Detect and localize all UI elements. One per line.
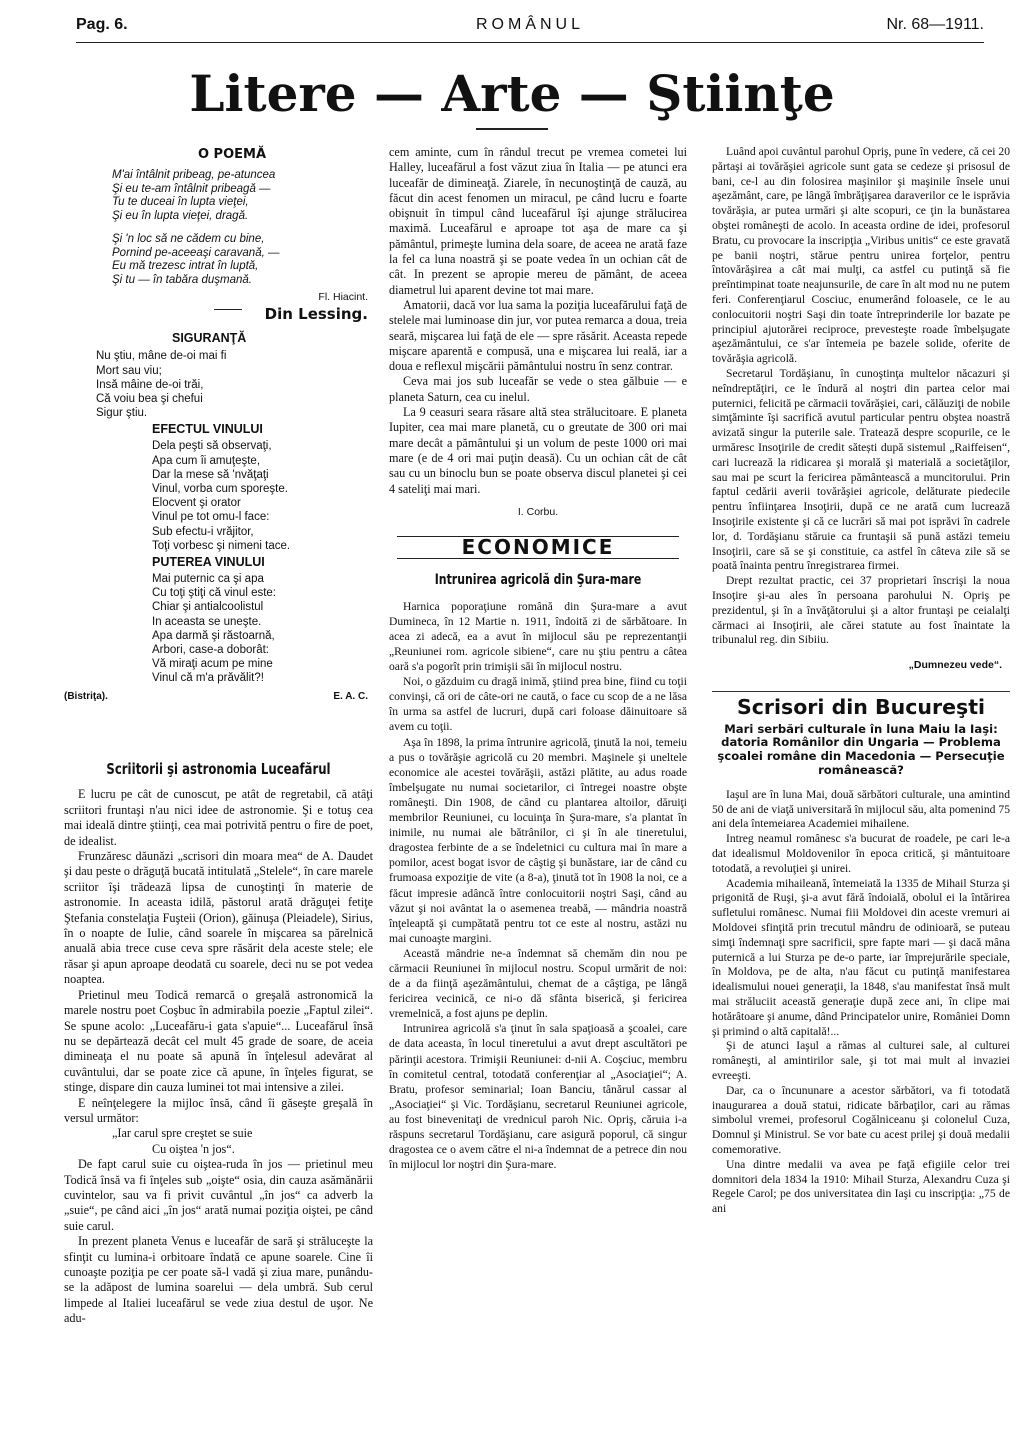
- article-subtitle: Mari serbări culturale în luna Maiu la Iaşi: datoria Românilor din Ungaria — Problema şcoalei române din Macedonia — Persecuţie românească?: [717, 721, 1005, 778]
- newspaper-title: ROMÂNUL: [475, 16, 584, 33]
- poem-line: Tu te duceai în lupta vieţei,: [112, 196, 249, 209]
- poem-title: SIGURANŢĂ: [172, 330, 247, 345]
- poem-line: Şi 'n loc să ne cădem cu bine,: [112, 233, 265, 246]
- poem-line: Vinul, vorba cum sporeşte.: [152, 483, 288, 495]
- article-paragraph: cem aminte, cum în rândul trecut pe vremea cometei lui Halley, luceafărul a fost văzut ziua în Italia — pe atunci era luceafăr de dimineaţă. Ziarele, în necunoştinţă de cauză, au făcut din acest fenomen un miracul, pe când lucru e foarte obişnuit în timpul când luceafărul îşi ajunge strălucirea maximă. Luceafărul e aproape tot aşa de mare ca şi pământul, primeşte lumina dela soare, de aceea ne arată faze la fel ca luna noastră şi se poate vedea în un ochian cât de cât. In prezent se apropie mereu de pământ, de aceea diametrul lui aparent devine tot mai mare.: [389, 145, 687, 297]
- poem-author: Fl. Hiacint.: [318, 290, 368, 303]
- poem-line: Apa darmă şi răstoarnă,: [152, 629, 275, 642]
- article-paragraph: Această mândrie ne-a îndemnat să chemăm din nou pe cărmacii Reuniunei în mijlocul nostru. Scopul urmărit de noi: de a da fiinţă aşezământului, chemat de a câştiga, pe lângă fericirea vecinică, ce ni-o dă sfânta biserică, şi fericirea vremelnică, a fost ajuns pe deplin.: [389, 946, 687, 1021]
- article-paragraph: Una dintre medalii va avea pe faţă efigiile celor trei domnitori dela 1834 la 1910: Mihail Sturza, Alexandru Cuza şi Regele Carol; pe dos universitatea din Iaşi cu inscripţia: „75 de ani: [712, 1157, 1010, 1216]
- poem-line: Nu ştiu, mâne de-oi mai fi: [96, 350, 227, 363]
- page-header: [76, 16, 984, 40]
- poem-line: Arbori, case-a doborât:: [152, 643, 269, 656]
- poem-line: Că voiu bea şi chefui: [96, 393, 203, 406]
- poem-line: Insă mâine de-oi trăi,: [96, 378, 204, 391]
- column-three: [389, 145, 687, 1172]
- poem-line: M'ai întâlnit pribeag, pe-atuncea: [112, 168, 276, 181]
- poem-place: (Bistriţa).: [64, 690, 108, 702]
- article-paragraph: Intreg neamul românesc s'a bucurat de roadele, pe cari le-a dat idealismul Moldovenilor în epoca critică, şi mântuitoare totodată, a revoluţiei şi unirei.: [712, 832, 1010, 875]
- article-paragraph: Şi de atunci Iaşul a rămas al culturei sale, al culturei româneşti, al amintirilor sale, şi tot mai mult al invaziei evreeşti.: [712, 1039, 1010, 1083]
- quoted-verse: Cu oiştea 'n jos“.: [152, 1141, 235, 1156]
- masthead-ornament: [476, 128, 548, 130]
- poem-line: Dela peşti să observaţi,: [152, 440, 272, 453]
- article-paragraph: La 9 ceasuri seara răsare altă stea strălucitoare. E planeta Iupiter, cea mai mare planetă, cu o greutate de 300 ori mai mare decât a pământului şi un volum de peste 1000 ori mai mare (e de 4 ori mai puţin deasă). Cu un ochian cât de cât sau cu un binoclu bun se poate observa discul planetei şi cei 4 sateliţi mai mari.: [389, 405, 687, 496]
- poem-line: Eu mă trezesc intrat în luptă,: [112, 260, 259, 273]
- article-paragraph: Drept rezultat practic, cei 37 proprietari înscrişi la noua Insoţire şi-au ales în persoana parohului N. Opriş pe prezidentul, şi în a învăţătorului şi a altor fruntaşi pe ceialalţi cărmaci ai Insoţirii, ale cărei statute au fost înaintate la tribunalul reg. din Sibiiu.: [712, 574, 1010, 647]
- poem-title: PUTEREA VINULUI: [152, 555, 265, 570]
- article-paragraph: E lucru pe cât de cunoscut, pe atât de regretabil, că atâţi scriitori fruntaşi n'au nici idee de astronomie. Şi e totuş cea mai ideală dintre ştiinţi, cea mai potrivită pentru o fire de poet, de idealist.: [64, 787, 373, 848]
- article-signature: „Dumnezeu vede“.: [908, 659, 1002, 672]
- article-title: Intrunirea agricolă din Şura-mare: [434, 572, 642, 589]
- column-four: [712, 145, 1010, 1217]
- poem-line: Vinul că m'a prăvălit?!: [152, 672, 264, 685]
- poem-line: Sub efectu-i vrăjitor,: [152, 525, 254, 538]
- economics-section-title: ECONOMICE: [397, 536, 679, 559]
- article-paragraph: Dar, ca o încununare a acestor sărbători, va fi totodată inaugurarea a două statui, ridicate bărbaţilor, cari au rămas simbolul vremei, profesorul Cogălniceanu şi colonelul Cuza, Domnul şi Ministrul. Se vor bate cu acest prilej şi două medalii comemorative.: [712, 1083, 1010, 1156]
- section-masthead: Litere — Arte — Ştiinţe: [189, 64, 835, 123]
- article-title: Scrisori din Bucureşti: [736, 694, 986, 719]
- article-paragraph: Ceva mai jos sub luceafăr se vede o stea gălbuie — e planeta Saturn, cea cu inelul.: [389, 374, 687, 404]
- article-paragraph: In prezent planeta Venus e luceafăr de sară şi străluceşte la sfinţit cu lumina-i orbitoare îndată ce apune soarele. Cine îi cunoaşte poziţia pe cer poate să-l vadă şi ziua mare, punându-se la adăpost de lumina soarelui — dela umbră. Sub cerul limpede al Italiei luceafărul se vede ziua destul de uşor. Ne adu-: [64, 1234, 373, 1326]
- article-paragraph: Aşa în 1898, la prima întrunire agricolă, ţinută la noi, temeiu a pus o tovărăşie agricolă cu 20 membri. Maşinele şi uneltele economice ale acestei tovărăşii, astăzi plătite, au adus roade îmbelşugate nu numai societarilor, ci întregei noastre obşte româneşti. Din 1908, de când cu plantarea altoilor, dăruiţi membrilor Reuniunei, cu locuinţa în Şura-mare, s'a plantat în inimile, nu numai ale bătrânilor, ci şi în ale tineretului, dragostea ferbinte de a se îndeletnici cu cultura mai în mare a pomilor, acest bogat isvor de câştig şi bunăstare, iar de când cu frumoasa expoziţie de vite (a 8-a), ţinută tot în 1908 la noi, ce a făcut impresie adâncă între conlocuitorii noştri Saşi, când au văzut şi noi avântat la o asemenea treabă, — mândria noastră înţeleaptă şi cumpătată pentru tot ce este al nostru, astăzi nu mai cunoaşte margini.: [389, 735, 687, 945]
- poem-line: In aceasta se uneşte.: [152, 615, 262, 628]
- poem-title: O POEMĂ: [197, 147, 267, 162]
- article-signature: I. Corbu.: [517, 505, 559, 518]
- article-title: Scriitorii şi astronomia Luceafărul: [106, 760, 331, 778]
- poem-line: Vă miraţi acum pe mine: [152, 658, 273, 671]
- poem-line: Elocvent şi orator: [152, 497, 241, 510]
- article-paragraph: De fapt carul suie cu oiştea-ruda în jos — prietinul meu Todică însă va fi înţeles sub „oişte“ osia, din cauza asămănării cuvintelor, sau va fi privit cuvântul „în jos“ ca adverb la „suie“, pe când aici „în jos“ arată numai poziţia oiştei, pe când suie carul.: [64, 1157, 373, 1233]
- article-paragraph: E neînţelegere la mijloc însă, când îi găseşte greşală în versul următor:: [64, 1095, 373, 1125]
- article-paragraph: Secretarul Tordăşianu, în cunoştinţa multelor năcazuri şi neîndreptăţiri, ce le îndură al noştri din partea celor mai puternici, felicită pe cărmacii tovărăşiei, cari, călăuziţi de nobile simţăminte îşi sacrifică avutul particular pentru obştea noastră avizată singur la puterile sale. Tratează despre scopurile, ce le urmăresc Insoţirile de credit sătești după sistemul „Raiffeisen“, cari lucrează la ridicarea şi morală şi materială a societăţilor, sau mai pe scurt la fericirea pământească a muncitorului. Prin faptul cedării averii tovărăşiei agricole, delăturate piedecile pentru înfiinţarea Insoţirii, după ce ne arată cum lucrează Insoţirile existente şi că ce lucrări să mai pot isprăvi în cadrele lor, d. Tordăşianu stăruie ca fruntaşii să pună astăzi temeiu Insoţirii, care să se şi constituie, ca astfel în câteva zile să se poată înainta pentru înregistrarea firmei.: [712, 366, 1010, 573]
- poem-verses: [96, 169, 368, 288]
- poem-line: Şi tu — în tabăra duşmană.: [112, 274, 252, 287]
- article-paragraph: Prietinul meu Todică remarcă o greşală astronomică la marele nostru poet Coşbuc în admirabila poezie „Faptul zilei“. Se spune acolo: „Luceafăru-i gata s'apuie“... Luceafărul însă nu se depărtează decât cel mult 45 grade de soare, de aceia dimineaţa el nu poate să apună în înţelesul adevărat al cuvântului, dar se poate zice că apune, în înţeles figurat, se stinge, dispare din cauza luminei tot mai intensive a zilei.: [64, 987, 373, 1095]
- article-paragraph: Luând apoi cuvântul parohul Opriş, pune în vedere, că cei 20 părtaşi ai tovărăşiei agricole sunt gata se cedeze şi prisosul de bani, ce-l au din folosirea maşinilor şi maşinile însele unui aşezământ, care, pe lângă îmbrăţişarea daraverilor ce le isprăvia tovărăşia, ar putea urmări şi alte scopuri, ce ţin la bunăstarea obştei româneşti de acolo. In aceasta ordine de idei, profesorul Bratu, cu provocare la inscripţia „Viribus unitis“ ce este gravată pe banii noştri, stărue pentru unirea forţelor, pentru întovărăşirea a cât mai mulţi, ca astfel cu putinţă să fie preîntimpinat toate neajunsurile, de care în alt mod nu ne putem feri. Conferenţiarul Cosciuc, enumerând foloasele, ce le au conlocuitorii noştri Saşi din toate întreprinderile lor bazate pe principiul ajutorărei reciproce, prevesteşte roade îmbelşugate aşezământului, ce s'ar întemeia pe bazele solide, oferite de tovărăşia agricolă.: [712, 145, 1010, 366]
- poem-line: Şi eu în lupta vieţei, dragă.: [112, 209, 249, 222]
- poem-line: Apa cum îi amuţeşte,: [152, 454, 261, 467]
- article-paragraph: Iaşul are în luna Mai, două sărbători culturale, una amintind 50 de ani de viaţă universitară în mijlocul său, alta pomenind 75 ani dela întemeiarea Academiei mihailene.: [712, 787, 1010, 831]
- translation-source: Din Lessing.: [264, 304, 368, 323]
- astronomy-article: [64, 762, 373, 1327]
- poem-line: [112, 223, 368, 233]
- header-rule: [76, 42, 984, 43]
- poem-line: Dar la mese să 'nvăţaţi: [152, 468, 269, 481]
- poem-line: Vinul pe tot omu-l face:: [152, 511, 270, 524]
- poem-line: Cu toţi ştiţi că vinul este:: [152, 587, 276, 600]
- separator-rule: [712, 691, 1010, 692]
- quoted-verse: „Iar carul spre creştet se suie: [112, 1126, 253, 1141]
- article-paragraph: Frunzăresc dăunăzi „scrisori din moara mea“ de A. Daudet şi dau peste o drăguţă bucată intitulată „Stelele“, în care marele scriitor îşi trădează lipsa de cunoştinţi în materie de astronomie. In aceasta idilă, păstorul arată drăguţei fetiţe Ştefania constelaţia Fuşteii (Orion), găinuşa (Pleiadele), Sirius, în o noapte de Iulie, când soarele în mişcarea sa părelnică anuală abia trece cuse ceva spre răsărit dela aceste stele; ele răsar şi apun aproape deodată cu soarele, deci nu se pot vedea noaptea.: [64, 849, 373, 987]
- poem-line: Pornind pe-aceeaşi caravană, —: [112, 246, 280, 259]
- poem-line: Şi eu te-am întâlnit pribeagă —: [112, 182, 271, 195]
- article-paragraph: Noi, o găzduim cu dragă inimă, ştiind prea bine, fiind cu toţii convinşi, că ori de câte-ori ne caută, o face cu scop de a ne lăsa în urma sa astfel de lucruri, după cari foloase dăinuitoare să avem cu toţii.: [389, 675, 687, 734]
- poems-column: [64, 147, 368, 706]
- article-paragraph: Harnica poporaţiune română din Şura-mare a avut Dumineca, în 12 Martie n. 1911, îndoită zi de sărbătoare. In acea zi adecă, ea a avut în mijlocul său pe reprezentanţii „Reuniunei rom. agricole sibiene“, care nu ştiu pentru a câtea oară s'a pogorît prin trimişii săi în mijlocul nostru.: [389, 599, 687, 674]
- poem-signature: E. A. C.: [333, 690, 368, 702]
- poem-line: Mai puternic ca şi apa: [152, 572, 264, 585]
- article-paragraph: Academia mihaileană, întemeiată la 1335 de Mihail Sturza şi prigonită de Ruşi, şi-a avut fără îndoială, obolul ei la întărirea sufletului românesc. Numai fiii Moldovei din aceste vremuri ai Moldovei sfinţită prin trecutul mândru de odinioară, se puteau simţi îndemnaţi spre sacrificii, spre fapte mari — şi dacă mâna puternică a lui Sturza pe de-o parte, iar împrejurările speciale, în Moldova, pe de alta, n'au făcut cu putinţă manifestarea idealismului nouei generaţii, la 1848, s'au manifestat însă mult mai străluciit această generaţie după zece ani, în clipe mai hotărâtoare şi anume, dând Principatelor unire, României Domn şi primind o altă capitală!...: [712, 876, 1010, 1038]
- article-paragraph: Intrunirea agricolă s'a ţinut în sala spaţioasă a şcoalei, care de data aceasta, în locul tineretului a avut drept ascultători pe părinţii acestora. Trimişii Reuniunei: d-nii A. Coşciuc, membru în comitetul central, totodată conferenţiar al „Asociaţiei“; A. Bratu, profesor seminarial; Ioan Banciu, tânărul cassar al „Asociaţiei“ şi Vic. Tordăşianu, secretarul Reuniunei agricole, au fost binevenitaţi de vrednicul paroh Nic. Opriş, căruia i-a răspuns secretarul Tordăşianu, care asigură poporul, că singur dragostea ce o avem către el ni-a îndemnat de a petrece din nou în mijlocul lor noştri din Şura-mare.: [389, 1022, 687, 1172]
- poem-title: EFECTUL VINULUI: [152, 422, 263, 437]
- article-paragraph: Amatorii, dacă vor lua sama la poziţia luceafărului faţă de stelele mai luminoase din jur, vor putea remarca a doua, treia seară, mişcarea lui faţă de ele — spre răsărit. Aceasta repede mişcare aparentă e compusă, una e mişcarea lui reală, iar a doua e reflexul mişcării pământului nostru în senz contrar.: [389, 297, 687, 374]
- poem-line: Toţi vorbesc şi nimeni tace.: [152, 539, 291, 552]
- poem-line: Chiar şi antialcoolistul: [152, 601, 264, 614]
- poem-line: Mort sau viu;: [96, 364, 162, 377]
- poem-verses: [96, 572, 368, 686]
- separator-rule: [214, 309, 242, 310]
- poem-line: Sigur ştiu.: [96, 407, 148, 420]
- poem-verses: [96, 349, 368, 420]
- poem-verses: [96, 439, 368, 553]
- issue-number: Nr. 68—1911.: [886, 16, 984, 33]
- page-number: Pag. 6.: [76, 16, 128, 33]
